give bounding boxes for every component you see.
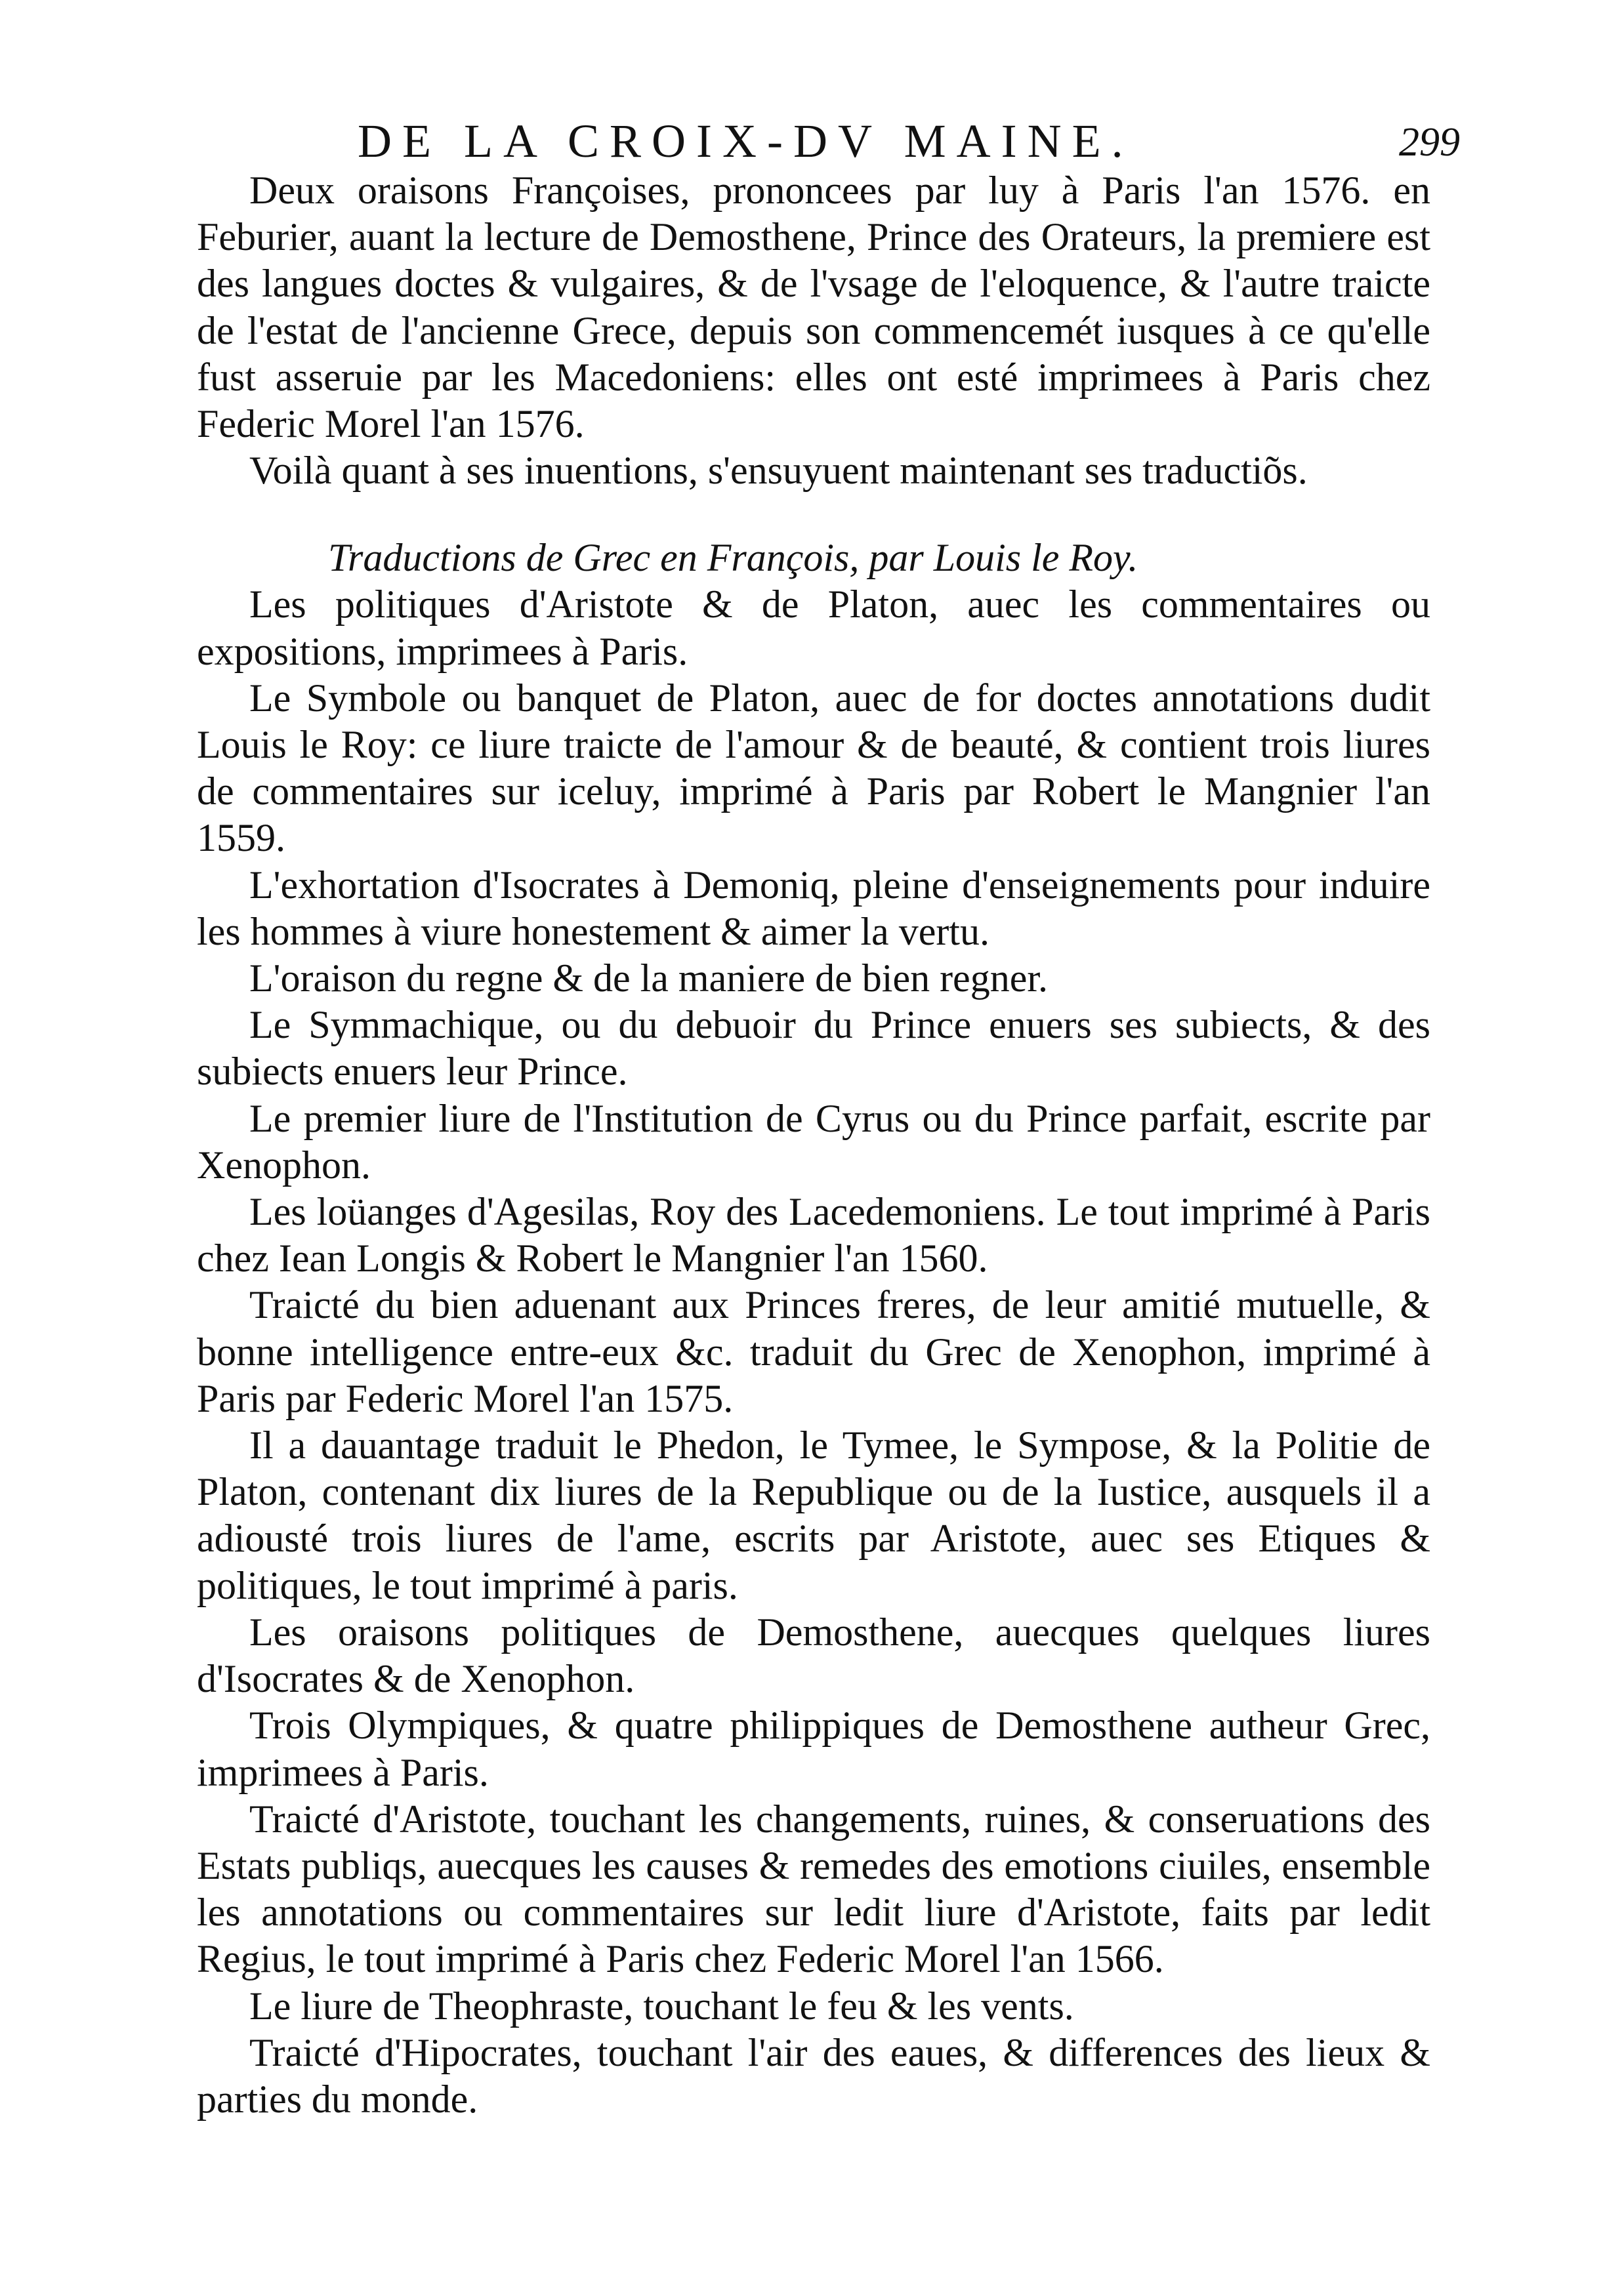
translation-entry: Le premier liure de l'Institution de Cyrus ou du Prince parfait, escrite par Xenophon. [197, 1096, 1430, 1187]
translation-entry: L'exhortation d'Isocrates à Demoniq, pleine d'enseignements pour induire les hommes à viure honestement & aimer la vertu. [197, 863, 1430, 953]
translation-entry: Traicté d'Aristote, touchant les changements, ruines, & conseruations des Estats publiqs, auecques les causes & remedes des emotions ciuiles, ensemble les annotations ou commentaires sur ledit liure d'Aristote, faits par ledit Regius, le tout imprimé à Paris chez Federic Morel l'an 1566. [197, 1797, 1430, 1981]
paragraph-oraisons: Deux oraisons Françoises, prononcees par luy à Paris l'an 1576. en Feburier, auant la lecture de Demosthene, Prince des Orateurs, la premiere est des langues doctes & vulgaires, & de l'vsage de l'eloquence, & l'autre traicte de l'estat de l'ancienne Grece, depuis son commencemét iusques à ce qu'elle fust asseruie par les Macedoniens: elles ont esté imprimees à Paris chez Federic Morel l'an 1576. [197, 169, 1430, 446]
paragraph-transition: Voilà quant à ses inuentions, s'ensuyuent maintenant ses traductiõs. [249, 449, 1308, 493]
body-text [197, 167, 1430, 2123]
running-title: DE LA CROIX-DV MAINE. [358, 115, 1134, 167]
translation-entry: Le Symmachique, ou du debuoir du Prince enuers ses subiects, & des subiects enuers leur Prince. [197, 1003, 1430, 1094]
translation-entry: Les oraisons politiques de Demosthene, auecques quelques liures d'Isocrates & de Xenophon. [197, 1610, 1430, 1701]
translation-entry: Il a dauantage traduit le Phedon, le Tymee, le Sympose, & la Politie de Platon, contenant dix liures de la Republique ou de la Iustice, ausquels il a adiousté trois liures de l'ame, escrits par Aristote, auec ses Etiques & politiques, le tout imprimé à paris. [197, 1424, 1430, 1607]
page-number: 299 [1399, 120, 1460, 165]
translation-entry: Traicté d'Hipocrates, touchant l'air des eaues, & differences des lieux & parties du monde. [197, 2030, 1430, 2121]
translation-entry: Le liure de Theophraste, touchant le feu & les vents. [249, 1984, 1074, 2028]
section-spacer [197, 494, 1430, 535]
section-heading: Traductions de Grec en François, par Louis le Roy. [328, 536, 1138, 580]
translation-entry: Les politiques d'Aristote & de Platon, auec les commentaires ou expositions, imprimees à Paris. [197, 583, 1430, 673]
translation-entry: Les loüanges d'Agesilas, Roy des Lacedemoniens. Le tout imprimé à Paris chez Iean Longis & Robert le Mangnier l'an 1560. [197, 1190, 1430, 1281]
translation-entry: Traicté du bien aduenant aux Princes freres, de leur amitié mutuelle, & bonne intelligence entre-eux &c. traduit du Grec de Xenophon, imprimé à Paris par Federic Morel l'an 1575. [197, 1283, 1430, 1420]
translation-entry: Le Symbole ou banquet de Platon, auec de for doctes annotations dudit Louis le Roy: ce liure traicte de l'amour & de beauté, & contient trois liures de commentaires sur iceluy, imprimé à Paris par Robert le Mangnier l'an 1559. [197, 676, 1430, 860]
translation-entry: Trois Olympiques, & quatre philippiques de Demosthene autheur Grec, imprimees à Paris. [197, 1704, 1430, 1794]
translation-entry: L'oraison du regne & de la maniere de bien regner. [249, 956, 1048, 1000]
